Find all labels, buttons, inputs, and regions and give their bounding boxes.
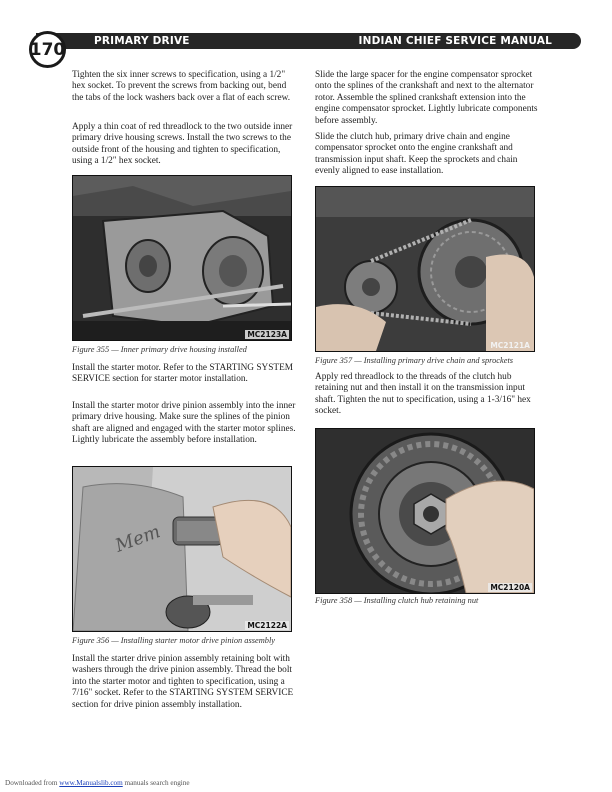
- clutch-nut-image: [316, 429, 534, 593]
- drive-chain-image: [316, 187, 534, 351]
- right-para-2: Slide the clutch hub, primary drive chain and engine compensator sprocket onto the engine crankshaft and transmission input shaft. Keep the sprockets and chain evenly aligned to ease installation.: [315, 132, 518, 177]
- figure-356-code: MC2122A: [247, 621, 287, 630]
- page-number: 170: [29, 39, 66, 60]
- footer-suffix: manuals search engine: [124, 779, 190, 787]
- left-para-1: Tighten the six inner screws to specification, using a 1/2" hex socket. To prevent the screws from backing out, bend the tabs of the lock washers back over a flat of each screw.: [72, 70, 291, 103]
- page-number-badge: [29, 31, 66, 68]
- left-para-5: Install the starter drive pinion assembly retaining bolt with washers through the drive pinion assembly. Thread the bolt into the starter motor and tighten to specification, using a 7/16" socket. Refer to the STARTING SYSTEM SERVICE section for drive pinion assembly installation.: [72, 654, 294, 710]
- figure-356-caption: Figure 356 — Installing starter motor drive pinion assembly: [72, 636, 276, 645]
- figure-358-code: MC2120A: [490, 583, 530, 592]
- right-para-3: Apply red threadlock to the threads of the clutch hub retaining nut and then install it on the transmission input shaft. Tighten the nut to specification, using a 1-3/16" hex socket.: [315, 372, 531, 417]
- left-para-2: Apply a thin coat of red threadlock to the two outside inner primary drive housing screws. Install the two screws to the outside front of the housing and tighten to specification, using a 1/2" hex socket.: [72, 122, 293, 167]
- left-para-3: Install the starter motor. Refer to the STARTING SYSTEM SERVICE section for starter motor installation.: [72, 363, 294, 385]
- section-title: PRIMARY DRIVE: [94, 35, 190, 47]
- footer-link[interactable]: www.Manualslib.com: [59, 779, 123, 787]
- svg-text:Mem: Mem: [112, 521, 164, 557]
- figure-358-caption: Figure 358 — Installing clutch hub retaining nut: [315, 596, 479, 605]
- figure-355-code: MC2123A: [247, 330, 287, 339]
- figure-356-photo: [72, 466, 292, 632]
- figure-357-photo: [315, 186, 535, 352]
- footer-prefix: Downloaded from: [5, 779, 58, 787]
- footer: [5, 779, 190, 787]
- starter-pinion-image: [73, 467, 291, 631]
- primary-housing-image: [73, 176, 291, 340]
- left-para-4: Install the starter motor drive pinion assembly into the inner primary drive housing. Make sure the splines of the pinion shaft are aligned and engaged with the starter motor splines. Lightly lubricate the assembly before installation.: [72, 401, 296, 446]
- figure-358-photo: [315, 428, 535, 594]
- figure-355-photo: [72, 175, 292, 341]
- manual-title: INDIAN CHIEF SERVICE MANUAL: [358, 35, 552, 47]
- figure-357-caption: Figure 357 — Installing primary drive chain and sprockets: [315, 356, 514, 365]
- figure-355-caption: Figure 355 — Inner primary drive housing installed: [72, 345, 247, 354]
- figure-357-code: MC2121A: [490, 341, 530, 350]
- right-para-1: Slide the large spacer for the engine compensator sprocket onto the splines of the crankshaft and next to the alternator rotor. Assemble the splined crankshaft extension into the engine compensator sprocket. Lightly lubricate components before assembly.: [315, 70, 538, 126]
